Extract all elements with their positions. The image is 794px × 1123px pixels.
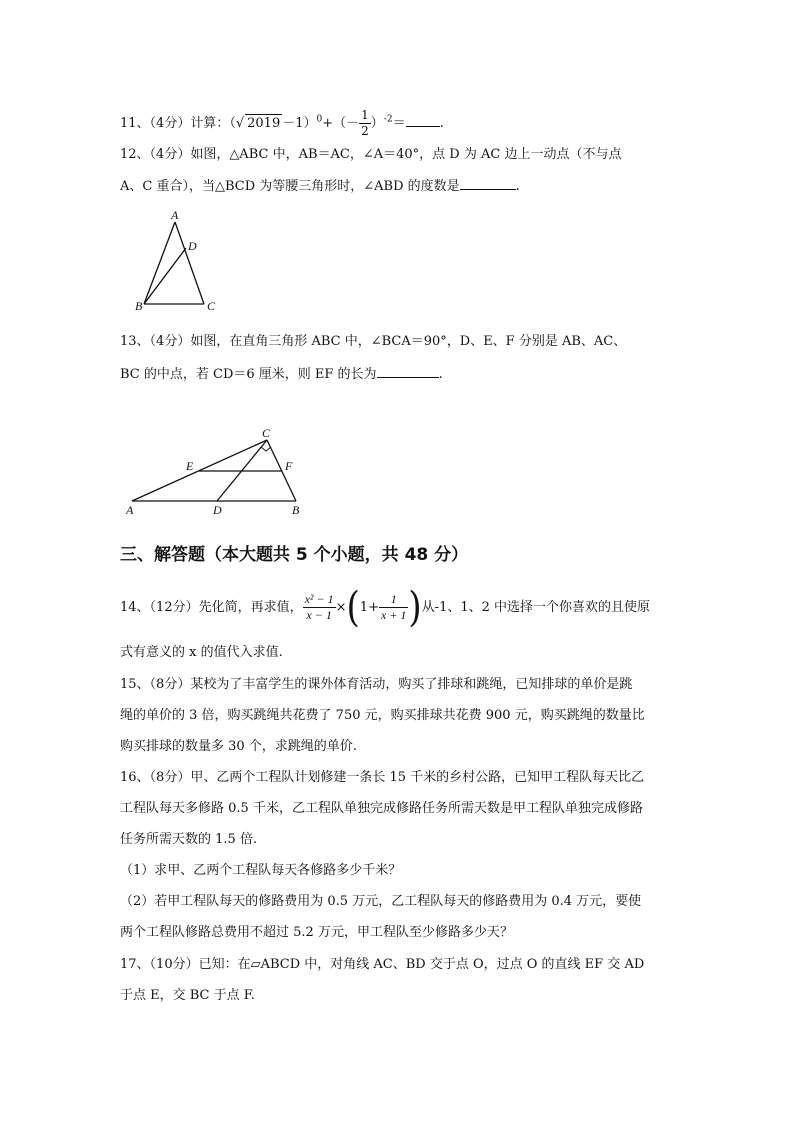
q12-label-a: A — [171, 208, 179, 222]
q12-answer-blank — [460, 176, 516, 190]
q13-triangle-figure — [120, 425, 320, 520]
q11-answer-blank — [406, 113, 440, 127]
q13-label-f: F — [285, 459, 293, 473]
question-14-line2: 式有意义的 x 的值代入求值. — [120, 645, 283, 660]
q12-side-ac — [175, 222, 204, 304]
question-11 — [120, 108, 444, 139]
question-15-line1: 15、（8分）某校为了丰富学生的课外体育活动，购买了排球和跳绳，已知排球的单价是跳 — [120, 677, 633, 692]
q12-label-c: C — [207, 299, 216, 313]
q12-line2-text: A、C 重合），当△BCD 为等腰三角形时，∠ABD 的度数是 — [120, 179, 460, 194]
q13-label-e: E — [186, 459, 194, 473]
q11-mid2: +（－ — [322, 116, 360, 131]
q11-prefix: 11、（4分）计算：（ — [120, 116, 236, 131]
question-16-sub2a: （2）若甲工程队每天的修路费用为 0.5 万元，乙工程队每天的修路费用为 0.4 万元，要使 — [120, 894, 642, 909]
q14-frac2-numerator: 1 — [379, 592, 408, 608]
question-17-line1: 17、（10分）已知：在▱ABCD 中，对角线 AC、BD 交于点 O，过点 O 的直线 EF 交 AD — [120, 957, 645, 972]
q12-triangle-figure — [130, 208, 230, 318]
q14-frac1-denominator: x − 1 — [306, 608, 332, 622]
q11-exp0: 0 — [316, 114, 323, 125]
q11-exp-neg2: -2 — [383, 114, 393, 125]
question-15-line2: 绳的单价的 3 倍，购买跳绳共花费了 750 元，购买排球共花费 900 元，购买跳绳的数量比 — [120, 708, 645, 723]
question-16-sub1: （1）求甲、乙两个工程队每天各修路多少千米？ — [120, 863, 402, 878]
q14-fraction-1 — [303, 592, 336, 623]
q14-right-paren: ) — [408, 583, 422, 632]
q11-close: ） — [370, 116, 384, 131]
q11-suffix: ＝ — [392, 116, 406, 131]
q14-frac1-numerator: x² − 1 — [304, 592, 334, 606]
question-15-line3: 购买排球的数量多 30 个，求跳绳的单价. — [120, 739, 357, 754]
q12-segment-bd — [144, 248, 186, 304]
q14-prefix: 14、（12分）先化简，再求值， — [120, 600, 303, 615]
q13-label-c: C — [262, 426, 271, 440]
q11-frac-denominator: 2 — [361, 124, 369, 138]
q11-sqrt-number: 2019 — [247, 116, 281, 131]
q12-end: . — [515, 179, 520, 194]
sqrt-symbol: √ — [235, 116, 245, 131]
q14-fraction-2 — [379, 592, 408, 623]
q13-answer-blank — [377, 364, 439, 378]
q11-fraction — [359, 108, 371, 139]
q11-end: . — [439, 116, 444, 131]
question-16-line3: 任务所需天数的 1.5 倍. — [120, 832, 258, 847]
q13-end: . — [438, 367, 443, 382]
section-title: 三、解答题（本大题共 5 个小题，共 48 分） — [120, 545, 469, 565]
question-13-line1: 13、（4分）如图，在直角三角形 ABC 中，∠BCA＝90°，D、E、F 分别是 AB、AC、 — [120, 334, 627, 349]
question-14-line1 — [120, 583, 651, 632]
q12-label-d: D — [188, 239, 197, 253]
q12-side-ab — [144, 222, 175, 304]
question-16-line2: 工程队每天多修路 0.5 千米，乙工程队单独完成修路任务所需天数是甲工程队单独完成修路 — [120, 801, 643, 816]
question-13-line2 — [120, 364, 443, 384]
question-12-line1: 12、（4分）如图，△ABC 中，AB＝AC，∠A＝40°，点 D 为 AC 边上一动点（不与点 — [120, 147, 622, 162]
q11-mid: －1） — [282, 116, 317, 131]
question-12-line2 — [120, 176, 520, 196]
q14-frac2-denominator: x + 1 — [380, 608, 407, 622]
q14-suffix: 从-1、1、2 中选择一个你喜欢的且使原 — [421, 600, 651, 615]
q13-label-a: A — [126, 503, 134, 517]
q14-left-paren: ( — [346, 583, 360, 632]
q14-times: × — [335, 600, 347, 615]
q12-label-b: B — [135, 299, 143, 313]
question-16-sub2b: 两个工程队修路总费用不超过 5.2 万元，甲工程队至少修路多少天？ — [120, 925, 513, 940]
q13-label-b: B — [292, 503, 300, 517]
q13-label-d: D — [213, 503, 222, 517]
question-16-line1: 16、（8分）甲、乙两个工程队计划修建一条长 15 千米的乡村公路，已知甲工程队每天比乙 — [120, 770, 645, 785]
q13-line2-text: BC 的中点，若 CD＝6 厘米，则 EF 的长为 — [120, 367, 377, 382]
q14-one-plus: 1+ — [359, 600, 379, 615]
question-17-line2: 于点 E，交 BC 于点 F. — [120, 988, 255, 1003]
q13-right-angle-mark — [261, 447, 271, 451]
q11-frac-numerator: 1 — [361, 108, 369, 122]
